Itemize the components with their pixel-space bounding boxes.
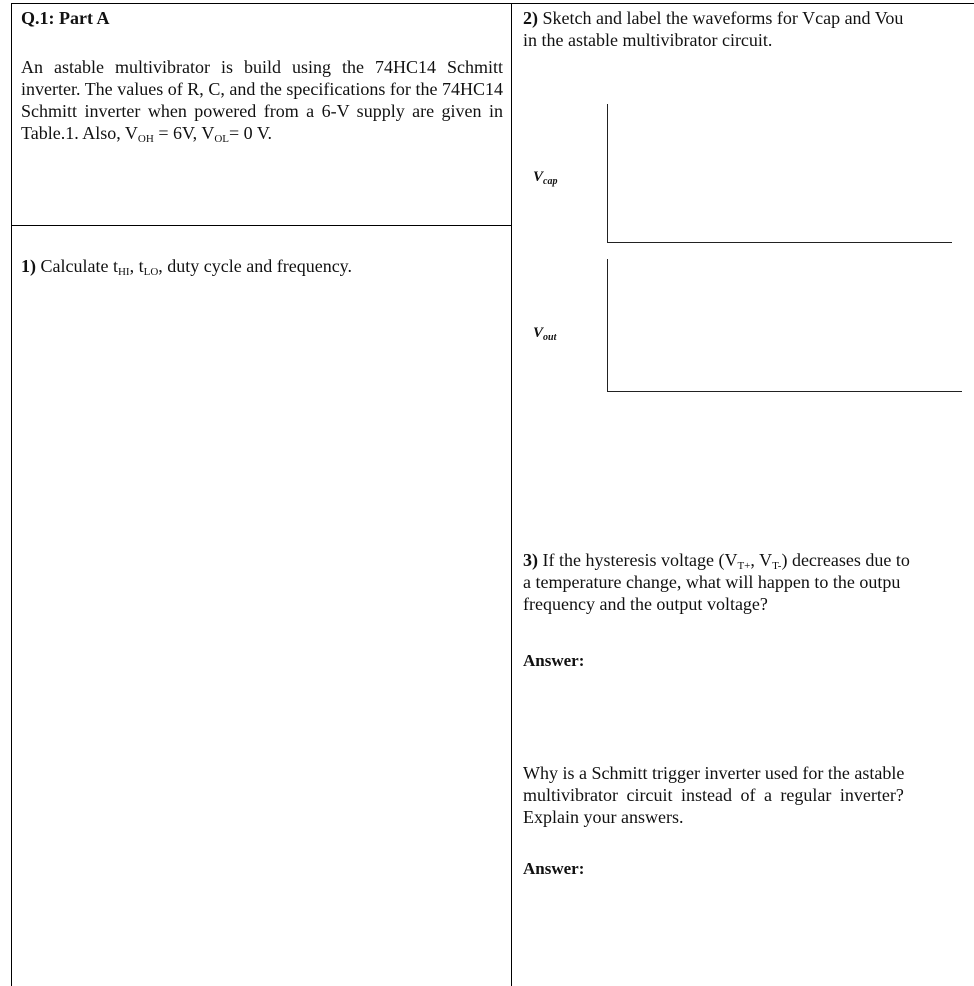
- vout-axis-label: $V_{out}$: [533, 325, 557, 343]
- left-cell-divider: [11, 225, 511, 226]
- question-2-line2: in the astable multivibrator circuit.: [523, 30, 773, 50]
- question-4: [523, 762, 974, 828]
- table-column-divider: [511, 3, 512, 986]
- voh-spec: $V_{OH} = 6V$,: [124, 123, 202, 145]
- table-left-border: [11, 3, 12, 986]
- intro-paragraph: An astable multivibrator is build using the 74HC14 Schmitt inverter. The values of R, C, and the specifications for the 74HC14 Schmitt inverter when powered from a 6-V supply are given in Table.1. Also, $V_{OH} = 6V$, $V_{OL}= 0$ V.: [21, 57, 503, 145]
- answer-label-1: Answer:: [523, 651, 585, 670]
- vout-y-axis: [607, 259, 608, 392]
- vcap-y-axis: [607, 104, 608, 243]
- question-1: 1) Calculate $t_{HI}$, $t_{LO}$, duty cycle and frequency.: [21, 256, 353, 278]
- vcap-axis-label: $V_{cap}$: [533, 169, 558, 187]
- question-4-line2: multivibrator circuit instead of a regular inverter?: [523, 785, 904, 805]
- question-3-line2: a temperature change, what will happen to the outpu: [523, 572, 901, 592]
- question-3-line3: frequency and the output voltage?: [523, 594, 768, 614]
- table-top-border: [11, 3, 974, 4]
- question-3: [523, 549, 974, 615]
- question-2-line1: 2) Sketch and label the waveforms for Vcap and Vou: [523, 8, 904, 28]
- vout-x-axis: [607, 391, 962, 392]
- answer-label-2: Answer:: [523, 859, 585, 878]
- question-3-line1: 3) If the hysteresis voltage ($V_{T+}$, $V_{T-}$) decreases due to: [523, 550, 910, 572]
- vcap-x-axis: [607, 242, 952, 243]
- vol-spec: $V_{OL}= 0$ V.: [201, 123, 273, 145]
- question-title: Q.1: Part A: [21, 8, 110, 28]
- question-2: [523, 7, 974, 51]
- question-4-line3: Explain your answers.: [523, 807, 684, 827]
- question-4-line1: Why is a Schmitt trigger inverter used for the astable: [523, 763, 905, 783]
